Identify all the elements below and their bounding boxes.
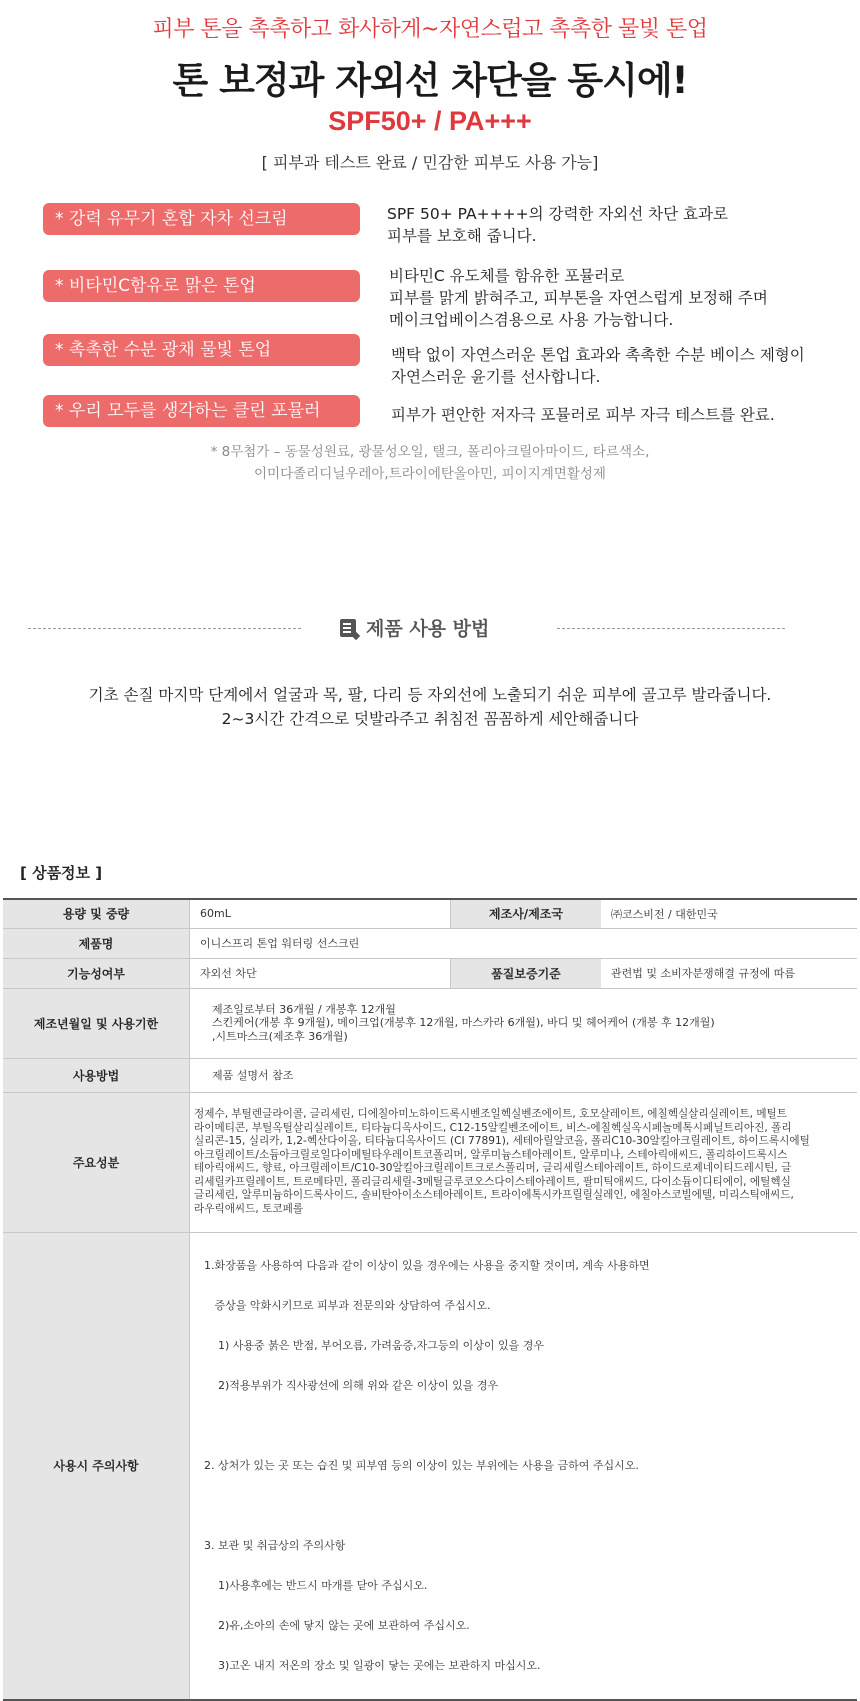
- row-label: 주요성분: [3, 1092, 190, 1232]
- row-value: 관련법 및 소비자분쟁해결 규정에 따름: [601, 958, 857, 988]
- description-line: 피부를 보호해 줍니다.: [387, 227, 537, 245]
- table-row: [3, 899, 857, 928]
- value-line: 2. 상처가 있는 곳 또는 습진 및 피부염 등의 이상이 있는 부위에는 사용을 금하여 주십시오.: [204, 1458, 639, 1472]
- value-line: 3. 보관 및 취급상의 주의사항: [204, 1538, 346, 1552]
- description-line: 백탁 없이 자연스러운 톤업 효과와 촉촉한 수분 베이스 제형이: [391, 346, 805, 364]
- method-heading-label: 제품 사용 방법: [366, 618, 490, 640]
- row-value: ㈜코스비전 / 대한민국: [601, 899, 857, 928]
- description-line: 비타민C 유도체를 함유한 포뮬러로: [389, 267, 625, 285]
- subtitle: 피부 톤을 촉촉하고 화사하게~자연스럽고 촉촉한 물빛 톤업: [152, 17, 708, 42]
- feature-label: * 강력 유무기 혼합 자차 선크림: [43, 203, 360, 235]
- description-line: 메이크업베이스겸용으로 사용 가능합니다.: [389, 311, 674, 329]
- method-line: 2~3시간 간격으로 덧발라주고 취침전 꼼꼼하게 세안해줍니다: [221, 710, 639, 728]
- row-label: 용량 및 중량: [3, 899, 190, 928]
- info-title: [ 상품정보 ]: [20, 864, 103, 882]
- table-row: [3, 958, 857, 988]
- feature-label: * 촉촉한 수분 광채 물빛 톤업: [43, 334, 360, 366]
- feature-description: [391, 344, 805, 388]
- description-line: 피부를 맑게 밝혀주고, 피부톤을 자연스럽게 보정해 주며: [389, 289, 768, 307]
- row-value: [190, 1232, 858, 1700]
- note-line: 이미다졸리디닐우레아,트라이에탄올아민, 피이지계면활성제: [254, 466, 606, 482]
- row-label: 사용시 주의사항: [3, 1232, 190, 1700]
- value-line: [204, 1499, 847, 1513]
- note-line: * 8무첨가 – 동물성원료, 광물성오일, 탤크, 폴리아크릴아마이드, 타르색소,: [210, 444, 650, 460]
- feature-description: [391, 404, 775, 426]
- table-row: [3, 1092, 857, 1232]
- document-icon: [340, 619, 356, 637]
- row-value: 제품 설명서 참조: [190, 1058, 858, 1092]
- value-line: 1)사용후에는 반드시 마개를 닫아 주십시오.: [204, 1578, 428, 1592]
- table-row: [3, 1058, 857, 1092]
- feature-description: [389, 265, 768, 331]
- additive-free-note: [0, 441, 860, 485]
- row-label: 제품명: [3, 928, 190, 958]
- value-line: 리세릴카프릴레이트, 트로메타민, 폴리글리세릴-3메틸글루코오스다이스테아레이트, 팔미틱애씨드, 다이소듐이디티에이, 에틸헥실: [194, 1175, 791, 1188]
- page-title: 톤 보정과 자외선 차단을 동시에!: [172, 59, 688, 102]
- value-line: 3)고온 내지 저온의 장소 및 일광이 닿는 곳에는 보관하지 마십시오.: [204, 1658, 541, 1672]
- method-heading: [340, 614, 489, 641]
- value-line: 2)적용부위가 직사광선에 의해 위와 같은 이상이 있을 경우: [204, 1378, 499, 1392]
- value-line: 실리콘-15, 실리카, 1,2-헥산다이올, 티타늄디옥사이드 (CI 77891), 세테아릴알코올, 폴리C10-30알킬아크릴레이트, 하이드록시에틸: [194, 1135, 810, 1147]
- feature-label: * 우리 모두를 생각하는 클린 포뮬러: [43, 395, 360, 427]
- row-label: 품질보증기준: [451, 958, 602, 988]
- value-line: 테아릭애씨드, 향료, 아크릴레이트/C10-30알킬아크릴레이트크로스폴리머, 글리세릴스테아레이트, 하이드로제네이티드레시틴, 글: [194, 1162, 792, 1174]
- method-line: 기초 손질 마지막 단계에서 얼굴과 목, 팔, 다리 등 자외선에 노출되기 쉬운 피부에 골고루 발라줍니다.: [88, 686, 772, 704]
- row-value: [190, 988, 858, 1058]
- value-line: 아크릴레이트/소듐아크릴로일다이메틸타우레이트코폴리머, 알루미늄스테아레이트, 알루미나, 스테아릭애씨드, 폴리하이드록시스: [194, 1148, 788, 1161]
- table-row: [3, 1232, 857, 1700]
- table-row: [3, 928, 857, 958]
- tested-note: [ 피부과 테스트 완료 / 민감한 피부도 사용 가능]: [261, 153, 599, 172]
- description-line: 자연스러운 윤기를 선사합니다.: [391, 368, 601, 386]
- value-line: 글리세린, 알루미늄하이드록사이드, 솔비탄아이소스테아레이트, 트라이에톡시카프릴릴실레인, 에칠아스코빌에텔, 미리스틱애씨드,: [194, 1189, 794, 1201]
- row-value: 60mL: [190, 899, 451, 928]
- table-row: [3, 988, 857, 1058]
- value-line: 1) 사용중 붉은 반점, 부어오름, 가려움증,자그등의 이상이 있을 경우: [204, 1338, 545, 1352]
- spf-rating: SPF50+ / PA+++: [328, 106, 532, 136]
- row-label: 기능성여부: [3, 958, 190, 988]
- value-line: ,시트마스크(제조후 36개월): [212, 1029, 348, 1043]
- method-text: [0, 683, 860, 731]
- value-line: 정제수, 부틸렌글라이콜, 글리세린, 디에칠아미노하이드록시벤조일헥실벤조에이트, 호모살레이트, 에칠헥실살리실레이트, 메틸트: [194, 1108, 788, 1120]
- value-line: 스킨케어(개봉 후 9개월), 메이크업(개봉후 12개월, 마스카라 6개월), 바디 및 헤어케어 (개봉 후 12개월): [212, 1016, 715, 1030]
- value-line: 2)유,소아의 손에 닿지 않는 곳에 보관하여 주십시오.: [204, 1618, 470, 1632]
- value-line: 제조일로부터 36개월 / 개봉후 12개월: [212, 1002, 396, 1016]
- value-line: 라우릭애씨드, 토코페롤: [194, 1202, 304, 1215]
- row-label: 제조사/제조국: [451, 899, 602, 928]
- divider: [557, 628, 785, 629]
- description-line: 피부가 편안한 저자극 포뮬러로 피부 자극 테스트를 완료.: [391, 406, 775, 424]
- value-line: 라이메티콘, 부틸옥틸살리실레이트, 티타늄디옥사이드, C12-15알킬벤조에이트, 비스-에칠헥실옥시페놀메톡시페닐트리아진, 폴리: [194, 1121, 792, 1134]
- row-value: 이니스프리 톤업 워터링 선스크린: [190, 928, 858, 958]
- value-line: 1.화장품을 사용하여 다음과 같이 이상이 있을 경우에는 사용을 중지할 것이며, 계속 사용하면: [204, 1258, 650, 1272]
- description-line: SPF 50+ PA++++의 강력한 자외선 차단 효과로: [387, 205, 728, 223]
- value-line: [204, 1419, 847, 1433]
- divider: [28, 628, 301, 629]
- value-line: 증상을 악화시키므로 피부과 전문의와 상담하여 주십시오.: [204, 1298, 491, 1312]
- product-info-table: [3, 898, 857, 1701]
- row-label: 사용방법: [3, 1058, 190, 1092]
- feature-label: * 비타민C함유로 맑은 톤업: [43, 270, 360, 302]
- row-label: 제조년월일 및 사용기한: [3, 988, 190, 1058]
- feature-description: [387, 203, 728, 247]
- row-value: [190, 1092, 858, 1232]
- row-value: 자외선 차단: [190, 958, 451, 988]
